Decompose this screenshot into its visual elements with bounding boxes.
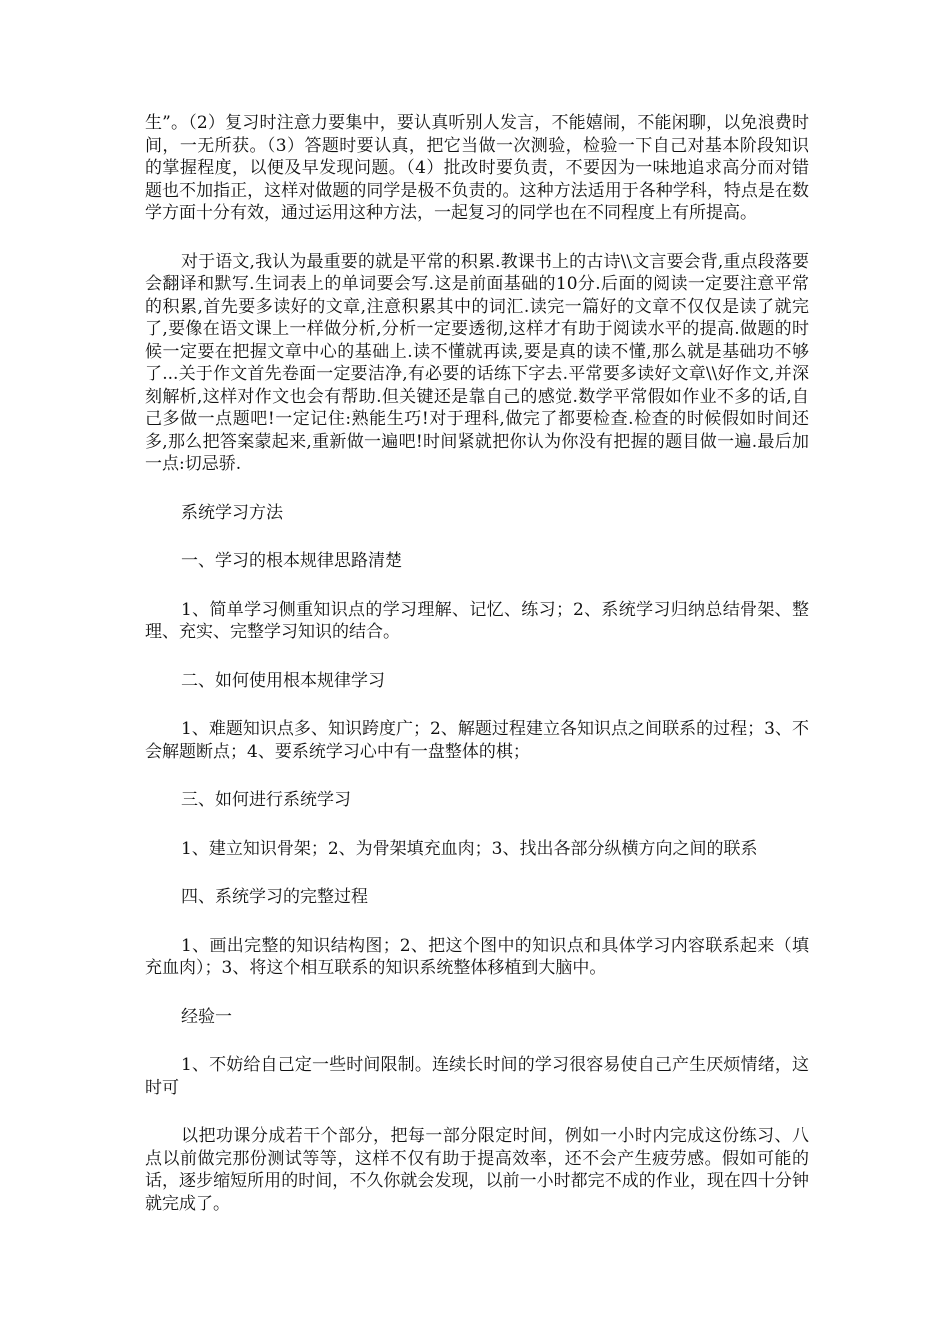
section-title-system-method: 系统学习方法 (181, 502, 283, 523)
paragraph-split-tasks: 以把功课分成若干个部分，把每一部分限定时间，例如一小时内完成这份练习、八点以前做完那份测试等等，这样不仅有助于提高效率，还不会产生疲劳感。假如可能的话，逐步缩短所用的时间，不久你就会发现，以前一小时都完不成的作业，现在四十分钟就完成了。 (145, 1126, 809, 1214)
paragraph-complete-process: 1、画出完整的知识结构图；2、把这个图中的知识点和具体学习内容联系起来（填充血肉）；3、将这个相互联系的知识系统整体移植到大脑中。 (145, 935, 809, 978)
paragraph-system-learning: 1、建立知识骨架；2、为骨架填充血肉；3、找出各部分纵横方向之间的联系 (181, 838, 758, 859)
heading-basic-law: 一、学习的根本规律思路清楚 (181, 551, 402, 571)
heading-system-learning: 三、如何进行系统学习 (181, 790, 351, 810)
document-page (145, 112, 809, 1241)
paragraph-chinese-study: 对于语文,我认为最重要的就是平常的积累.教课书上的古诗\\文言要会背,重点段落要会翻译和默写.生词表上的单词要会写.这是前面基础的10分.后面的阅读一定要注意平常的积累,首先要多读好的文章,注意积累其中的词汇.读完一篇好的文章不仅仅是读了就完了,要像在语文课上一样做分析,分析一定要透彻,这样才有助于阅读水平的提高.做题的时候一定要在把握文章中心的基础上.读不懂就再读,要是真的读不懂,那么就是基础功不够了...关于作文首先卷面一定要洁净,有必要的话练下字去.平常要多读好文章\\好作文,并深刻解析,这样对作文也会有帮助.但关键还是靠自己的感觉.数学平常假如作业不多的话,自己多做一点题吧!一定记住:熟能生巧!对于理科,做完了都要检查.检查的时候假如时间还多,那么把答案蒙起来,重新做一遍吧!时间紧就把你认为你没有把握的题目做一遍.最后加一点:切忌骄. (145, 251, 809, 474)
heading-complete-process: 四、系统学习的完整过程 (181, 887, 368, 907)
paragraph-basic-law: 1、简单学习侧重知识点的学习理解、记忆、练习；2、系统学习归纳总结骨架、整理、充实、完整学习知识的结合。 (145, 599, 809, 642)
paragraph-review-tips: 生”。（2）复习时注意力要集中，要认真听别人发言，不能嬉闹，不能闲聊，以免浪费时间，一无所获。（3）答题时要认真，把它当做一次测验，检验一下自己对基本阶段知识的掌握程度，以便及早发现问题。（4）批改时要负责，不要因为一味地追求高分而对错题也不加指正，这样对做题的同学是极不负责的。这种方法适用于各种学科，特点是在数学方面十分有效，通过运用这种方法，一起复习的同学也在不同程度上有所提高。 (145, 113, 809, 223)
heading-use-law: 二、如何使用根本规律学习 (181, 670, 385, 691)
heading-experience-one: 经验一 (181, 1006, 232, 1027)
paragraph-use-law: 1、难题知识点多、知识跨度广；2、解题过程建立各知识点之间联系的过程；3、不会解题断点；4、要系统学习心中有一盘整体的棋； (145, 719, 809, 762)
paragraph-time-limit: 1、不妨给自己定一些时间限制。连续长时间的学习很容易使自己产生厌烦情绪，这时可 (145, 1055, 809, 1098)
